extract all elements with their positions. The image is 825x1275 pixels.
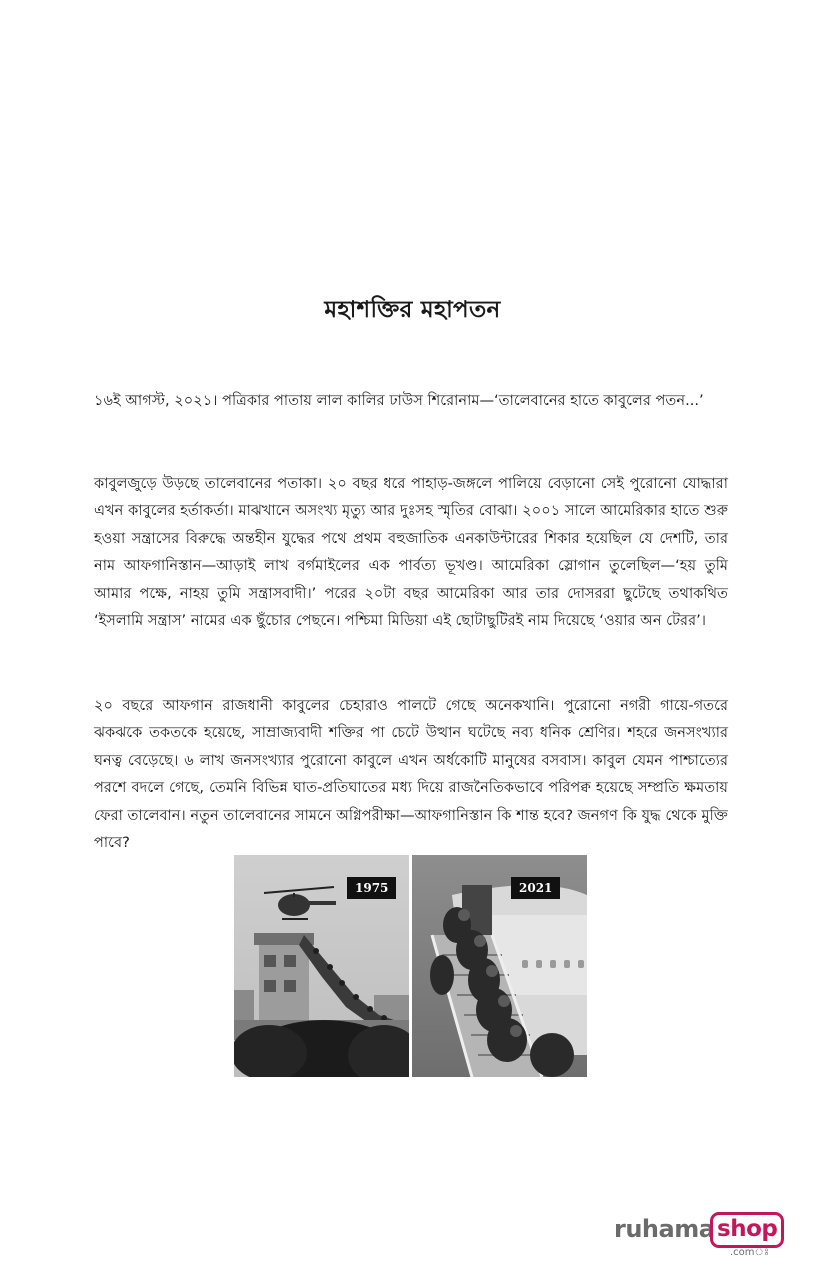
- comparison-figure: [234, 855, 588, 1077]
- paragraph-2: কাবুলজুড়ে উড়ছে তালেবানের পতাকা। ২০ বছর ধরে পাহাড়-জঙ্গলে পালিয়ে বেড়ানো সেই পুরোনো যোদ্ধারা এখন কাবুলের হর্তাকর্তা। মাঝখানে অসংখ্য মৃত্যু আর দুঃসহ স্মৃতির বোঝা। ২০০১ সালে আমেরিকার হাতে শুরু হওয়া সন্ত্রাসের বিরুদ্ধে অন্তহীন যুদ্ধের পথে প্রথম বহুজাতিক এনকাউন্টারের শিকার হয়েছিল যে দেশটি, তার নাম আফগানিস্তান—আড়াই লাখ বর্গমাইলের এক পার্বত্য ভূখণ্ড। আমেরিকা স্লোগান তুলেছিল—‘হয় তুমি আমার পক্ষে, নাহয় তুমি সন্ত্রাসবাদী।’ পরের ২০টা বছর আমেরিকা আর তার দোসররা ছুটেছে তথাকথিত ‘ইসলামি সন্ত্রাস’ নামের এক ছুঁচোর পেছনে। পশ্চিমা মিডিয়া এই ছোটাছুটিরই নাম দিয়েছে ‘ওয়ার অন টেরর’।: [94, 474, 728, 630]
- photo-2021: [412, 855, 587, 1077]
- chapter-title: মহাশক্তির মহাপতন: [324, 297, 501, 324]
- photo-2021-image: [412, 855, 587, 1077]
- publisher-logo: [614, 1209, 784, 1261]
- paragraph-3: ২০ বছরে আফগান রাজধানী কাবুলের চেহারাও পালটে গেছে অনেকখানি। পুরোনো নগরী গায়ে-গতরে ঝকঝকে তকতকে হয়েছে, সাম্রাজ্যবাদী শক্তির পা চেটে উত্থান ঘটেছে নব্য ধনিক শ্রেণির। শহরে জনসংখ্যার ঘনত্ব বেড়েছে। ৬ লাখ জনসংখ্যার পুরোনো কাবুলে এখন অর্ধকোটি মানুষের বসবাস। কাবুল যেমন পাশ্চাত্যের পরশে বদলে গেছে, তেমনি বিভিন্ন ঘাত-প্রতিঘাতের মধ্য দিয়ে রাজনৈতিকভাবে পরিপক্ব হয়েছে সম্প্রতি ক্ষমতায় ফেরা তালেবান। নতুন তালেবানের সামনে অগ্নিপরীক্ষা—আফগানিস্তান কি শান্ত হবে? জনগণ কি যুদ্ধ থেকে মুক্তি পাবে?: [94, 696, 728, 852]
- year-label-1975: 1975: [347, 877, 396, 899]
- logo-shop-frame: [710, 1212, 784, 1248]
- photo-1975: [234, 855, 409, 1077]
- logo-text-com: .comঃ: [730, 1247, 770, 1258]
- year-label-2021: 2021: [511, 877, 560, 899]
- logo-text-ruhama: ruhama: [614, 1215, 715, 1243]
- paragraph-1: ১৬ই আগস্ট, ২০২১। পত্রিকার পাতায় লাল কালির ঢাউস শিরোনাম—‘তালেবানের হাতে কাবুলের পতন...’: [94, 391, 704, 409]
- logo-text-shop: shop: [717, 1216, 778, 1242]
